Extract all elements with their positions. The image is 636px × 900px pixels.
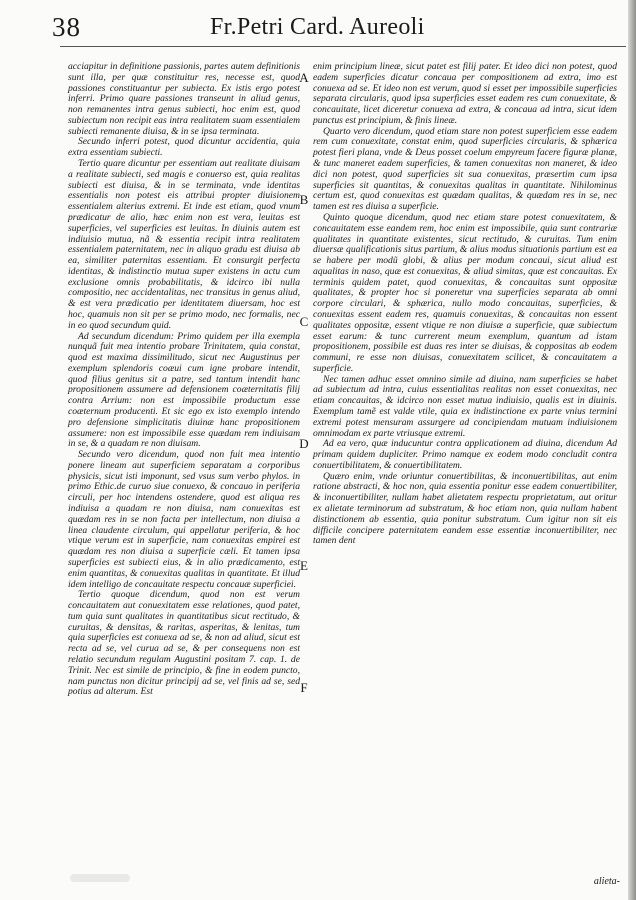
paragraph: Tertio quare dicuntur per essentiam aut realitate diuisam a realitate subiecti, sed magis e conuerso est, quia realitas subiecti est diuisa, & in se terminata, vnde identitas essentialis non potest eis attribui propter diuisionem essentialem alterius extremi. Et inde est etiam, quod vnum prædicatur de alio, hæc enim non est vera, leuitas est superficies, vel superficies est leuitas. In diuinis autem est indiuisio mutua, nã & essentia recipit intra realitatem essentialem paternitatem, nec in aliquo gradu est diuisa ab ea, similiter paternitas essentiam. Et consurgit perfecta identitas, & indistinctio mutua super existens in actu cum exclusione omnis probabilitatis, & idcirco ibi nulla compositio, nec accidentalitas, nec transitus in genus aliud, & est vera prædicatio per identitatem diuersam, hoc est hoc, quamuis non sit per se primo modo, nec formalis, nec in eo quod secundum quid. <box>68 158 300 331</box>
catchword: alieta- <box>593 876 620 887</box>
paragraph: Nec tamen adhuc esset omnino simile ad diuina, nam superficies se habet ad subiectum ad intra, cuius essentialitas realitas non esset conuexitas, nec etiam concauitas, & idcirco non esset mutua indiuisio, qualis est in diuinis. Exemplum tamẽ est valde vtile, quia ex indistinctione ex parte vnius termini extremi potest mensuram assurgere ad concipiendam mutuam indiuisionem omnimodam ex parte vtriusque extremi. <box>313 373 617 439</box>
running-head: Fr.Petri Card. Aureoli <box>210 14 425 40</box>
paragraph: Quæro enim, vnde oriuntur conuertibilitas, & inconuertibilitas, aut enim ratione abstracti, & hoc non, quia essentia ponitur esse eadem conuertibiliter, & inconuertibiliter, nullam habet alietatem respectu proprietatum, aut oritur ex alietate terminorum ad substratum, & hoc etiam non, quia nullam habent distinctionem ab essentia, quia ponitur substratum. Cum igitur non sit eis difficile concipere paternitatem eandem esse essentiæ inconuertibiliter, nec tamen dent <box>313 470 617 547</box>
left-text-column <box>68 62 300 698</box>
paragraph: Ad secundum dicendum: Primo quidem per illa exempla nunquã fuit mea intentio probare Trinitatem, quia constat, quod est maxima dissimilitudo, sicut nec Augustinus per exemplum splendoris coæui cum igne probare intendit, quod filius genitus sit a patre, sed tantum intendit hanc propositionem assumere ad defensionem coæternitatis filij contra Arrium: non est impossibile productum esse coæternum producenti. Et sic ego ex isto exemplo intendo pro defensione simplicitatis diuinæ hanc propositionem assumere: non est impossibile esse quædam rem indiuisam in se, & a quadam re non diuisam. <box>68 330 300 450</box>
paragraph: Quinto quoque dicendum, quod nec etiam stare potest conuexitatem, & concauitatem esse eandem rem, hoc enim est impossibile, quia sunt contrariæ qualitates in quantitate existentes, sicut rectitudo, & curuitas. Tum enim diuersæ qualificationis situs partium, & alius modus situationis partium est ea se habere per modũ globi, & alius per modum concaui, sicut aliud est aqualitas in naso, quæ est conuexitas, & aliud simitas, quæ est concauitas. Ex terminis quidem patet, quod conuexitas, & concauitas sunt oppositæ qualitates, & propter hoc si poneretur vna superficies separata ab omni corpore circulari, & sphærica, nullo modo concauitas, superficies, & conuexitas essent eadem res, quamuis conuexitas, & concauitas non essent qualitates oppositæ, essent vtique re non diuisæ a superficie, quæ subiectum esset earum: & tunc currerent meum exemplum, quantum ad istam propositionem, possibile est duas res inter se diuisas, & coppositas ab eodem communi, re esse non diuisas, conuexitatem scilicet, & concauitatem a superficie. <box>313 211 617 374</box>
paragraph: Secundo vero dicendum, quod non fuit mea intentio ponere lineam aut superficiem separatam a corporibus physicis, sicut isti imponunt, sed vsus sum verbo phylos. in primo Ethic.de curuo siue conuexo, & concauo in periferia circuli, per hoc intendens ostendere, quod est aliqua res indiuisa a quadam re non diuisa, nam conuexitas est quædam res in se non facta per intellectum, non diuisa a linea claudente circulum, qui appellatur periferia, & hoc vtique verum est in superficie, nam conuexitas empirei est quædam res non diuisa a superficie cæli. Et tamen ipsa superficies est subiecti eius, & in alio prædicamento, est enim quantitas, & conuexitas qualitas in quantitate. Et illud idem intelligo de concauitate respectu concauæ superficiei. <box>68 449 300 590</box>
margin-marker-b: B <box>299 192 309 207</box>
ink-stain <box>70 874 130 882</box>
paragraph: enim principium lineæ, sicut patet est filij pater. Et ideo dici non potest, quod eadem superficies dicatur concaua per compositionem ad extra, imo est conuexa ad se. Et ideo non est verum, quod si esset per impossibile superficies separata circularis, quod ipsa superficies esset eadem res cum conuexitate, & concauitate, licet diceretur conuexa ad extra, & concaua ad intra, sicut idem punctus est principium, & finis lineæ. <box>313 61 617 126</box>
margin-marker-d: D <box>299 436 309 451</box>
margin-marker-e: E <box>300 558 308 573</box>
page-number: 38 <box>52 12 81 42</box>
header-rule <box>60 46 626 47</box>
margin-marker-c: C <box>299 314 309 329</box>
paragraph: Secundo inferri potest, quod dicuntur accidentia, quia extra essentiam subiecti. <box>68 136 300 159</box>
paragraph: Quarto vero dicendum, quod etiam stare non potest superficiem esse eadem rem cum conuexitate, constat enim, quod superficies circularis, & sphærica potest fieri plana, vnde & Deus posset coelum empyreum facere figuræ planæ, & tunc maneret eadem superficies, & tamen conuexitas non maneret, & ideo dici non potest, quod superficies sit sua conuexitas, præsertim cum ipsa superficies sit quantitas, & conuexitas qualitas in quantitate. Nihilominus certum est, quod conuexitas est quædam qualitas, & quædam res in se, nec tamen est res diuisa a superficie. <box>313 125 617 213</box>
paragraph: Ad ea vero, quæ inducuntur contra applicationem ad diuina, dicendum Ad primam quidem dupliciter. Primo namque ex eodem modo concludit contra conuertibilitatem, & conuertibilitatem. <box>313 438 617 471</box>
paragraph: acciapitur in definitione passionis, partes autem definitionis sunt illa, per quæ constituitur res, necesse est, quod passiones constituantur per subiecta. Ex istis ergo potest inferri. Primo quare passiones transeunt in aliud genus, non remanentes intra genus subiecti, hoc enim est, quod subiectum non recipit eas intra realitatem suam essentialem subiecti remanente diuisa, & in se ipsa terminata. <box>68 61 300 137</box>
paragraph: Tertio quoque dicendum, quod non est verum concauitatem aut conuexitatem esse relationes, quod patet, tum quia sunt qualitates in quantitatibus sicut rectitudo, & curuitas, & densitas, & raritas, asperitas, & lenitas, tum quia superficies est conuexa ad se, & non ad aliud, sicut est recta ad se, vel curua ad se, & per consequens non est relatio secundum regulam Augustini positam 7. cap. 1. de Trinit. Nec est simile de principio, & fine in eodem puncto, nam punctus non dicitur principij ad se, vel finis ad se, sed potius ad alterum. Est <box>68 589 300 698</box>
margin-marker-f: F <box>300 680 308 695</box>
right-text-column <box>313 62 617 547</box>
page-edge-shadow <box>628 0 636 900</box>
margin-marker-a: A <box>299 70 309 85</box>
